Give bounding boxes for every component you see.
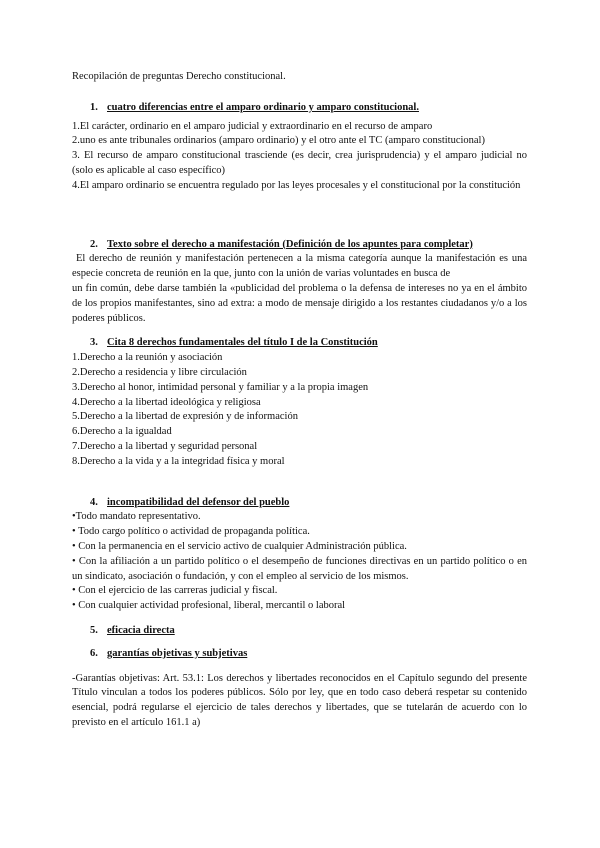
bullet-item: • Todo cargo político o actividad de propaganda política.: [72, 526, 310, 538]
list-item: 4.El amparo ordinario se encuentra regulado por las leyes procesales y el constitucional por la constitución: [72, 179, 521, 191]
section-heading-text: garantías objetivas y subjetivas: [107, 647, 248, 659]
list-item: 4.Derecho a la libertad ideológica y religiosa: [72, 396, 261, 408]
bullet-item: • Con la permanencia en el servicio activo de cualquier Administración pública.: [72, 540, 407, 552]
list-item: 5.Derecho a la libertad de expresión y de información: [72, 411, 298, 423]
list-item: 6.Derecho a la igualdad: [72, 426, 172, 438]
bullet-item: • Con el ejercicio de las carreras judicial y fiscal.: [72, 585, 278, 597]
paragraph: -Garantías objetivas: Art. 53.1: Los derechos y libertades reconocidos en el Capítulo segundo del presente Título vinculan a todos los poderes públicos. Sólo por ley, que en todo caso deberá respetar su contenido esencial, podrá regularse el ejercicio de tales derechos y libertades, que se tutelarán de acuerdo con lo previsto en el artículo 161.1 a): [72, 672, 527, 728]
bullet-item: • Con cualquier actividad profesional, liberal, mercantil o laboral: [72, 600, 346, 612]
list-item: 7.Derecho a la libertad y seguridad personal: [72, 440, 258, 452]
section-5-heading: [72, 624, 527, 639]
section-2-heading: [72, 238, 527, 253]
section-heading-text: incompatibilidad del defensor del pueblo: [107, 496, 290, 508]
paragraph: un fin común, debe darse también la «publicidad del problema o la defensa de intereses no ya en el ámbito de los propios manifestantes, sino ad extra: a modo de mensaje dirigido a los restantes ciudadanos y/o a los poderes públicos.: [72, 282, 527, 324]
section-heading-text: Cita 8 derechos fundamentales del título I de la Constitución: [107, 337, 378, 349]
section-3-heading: [72, 336, 527, 351]
section-number: 6.: [90, 647, 98, 659]
section-number: 1.: [90, 101, 98, 113]
bullet-item: •Todo mandato representativo.: [72, 511, 201, 523]
section-number: 2.: [90, 238, 98, 250]
section-6-heading: [72, 647, 527, 662]
document-body: [72, 70, 527, 731]
document-title: Recopilación de preguntas Derecho constitucional.: [72, 71, 286, 82]
section-heading-text: eficacia directa: [107, 624, 175, 636]
list-item: 2.Derecho a residencia y libre circulación: [72, 366, 247, 378]
bullet-item: • Con la afiliación a un partido político o el desempeño de funciones directivas en un partido político o en un sindicato, asociación o fundación, y con el empleo al servicio de los mismos.: [72, 555, 527, 582]
list-item: 2.uno es ante tribunales ordinarios (amparo ordinario) y el otro ante el TC (amparo constitucional): [72, 135, 485, 147]
list-item: 3. El recurso de amparo constitucional trasciende (es decir, crea jurisprudencia) y el amparo judicial no (solo es aplicable al caso específico): [72, 150, 527, 176]
list-item: 1.El carácter, ordinario en el amparo judicial y extraordinario en el recurso de amparo: [72, 120, 433, 132]
paragraph: El derecho de reunión y manifestación pertenecen a la misma categoría aunque la manifestación es una especie concreta de reunión en la que, junto con la unión de varias voluntades en busca de: [72, 253, 527, 280]
section-4-heading: [72, 496, 527, 511]
section-1-heading: [72, 101, 527, 116]
list-item: 3.Derecho al honor, intimidad personal y familiar y a la propia imagen: [72, 381, 369, 393]
section-heading-text: cuatro diferencias entre el amparo ordinario y amparo constitucional.: [107, 101, 419, 113]
list-item: 1.Derecho a la reunión y asociación: [72, 352, 223, 364]
list-item: 8.Derecho a la vida y a la integridad física y moral: [72, 455, 285, 467]
section-number: 3.: [90, 337, 98, 349]
section-number: 5.: [90, 624, 98, 636]
section-heading-text: Texto sobre el derecho a manifestación (Definición de los apuntes para completar): [107, 238, 473, 250]
section-number: 4.: [90, 496, 98, 508]
